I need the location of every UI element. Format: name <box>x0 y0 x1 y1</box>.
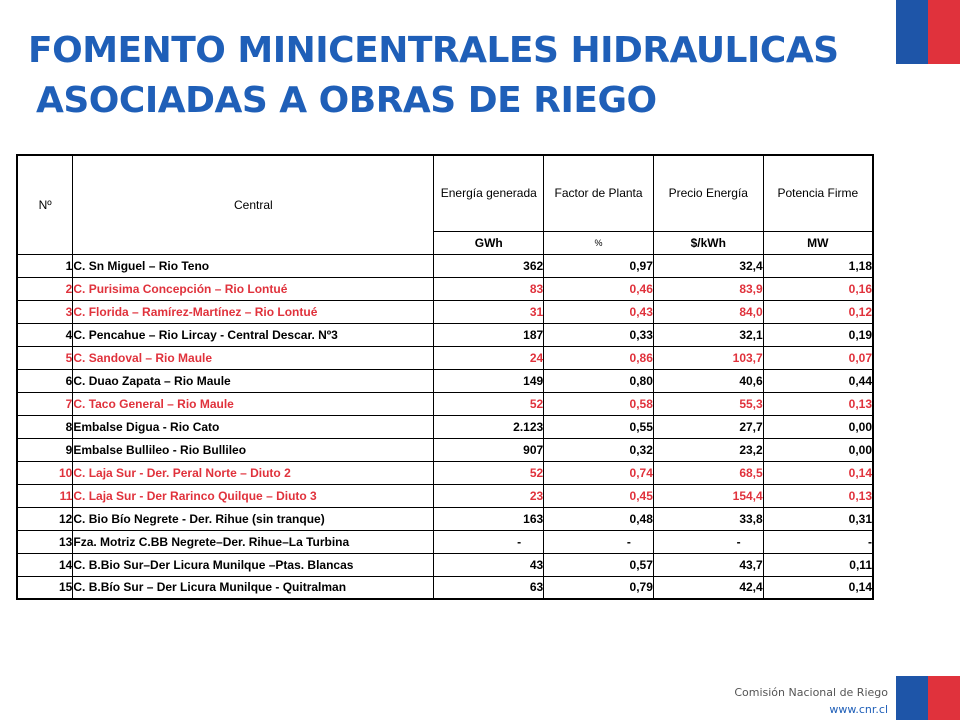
row-power: 0,14 <box>763 576 873 599</box>
row-num: 1 <box>17 254 73 277</box>
table-row <box>17 369 873 392</box>
row-price: - <box>653 530 763 553</box>
row-central: C. B.Bio Sur–Der Licura Munilque –Ptas. Blancas <box>73 553 434 576</box>
minicentrales-table <box>16 154 874 600</box>
row-price: 23,2 <box>653 438 763 461</box>
row-factor: 0,48 <box>544 507 654 530</box>
row-factor: 0,43 <box>544 300 654 323</box>
row-price: 83,9 <box>653 277 763 300</box>
row-power: - <box>763 530 873 553</box>
row-num: 10 <box>17 461 73 484</box>
row-power: 0,11 <box>763 553 873 576</box>
row-num: 14 <box>17 553 73 576</box>
row-central: C. Pencahue – Rio Lircay - Central Descar. Nº3 <box>73 323 434 346</box>
row-energy: 187 <box>434 323 544 346</box>
row-power: 0,13 <box>763 484 873 507</box>
row-factor: - <box>544 530 654 553</box>
header-central: Central <box>73 155 434 254</box>
row-power: 0,00 <box>763 438 873 461</box>
footer-organization: Comisión Nacional de Riego <box>734 686 888 699</box>
row-energy: 362 <box>434 254 544 277</box>
row-price: 40,6 <box>653 369 763 392</box>
row-energy: 83 <box>434 277 544 300</box>
flag-blue-band <box>896 0 928 64</box>
row-energy: 24 <box>434 346 544 369</box>
row-price: 27,7 <box>653 415 763 438</box>
row-num: 7 <box>17 392 73 415</box>
row-num: 13 <box>17 530 73 553</box>
row-central: C. Sandoval – Rio Maule <box>73 346 434 369</box>
header-factor: Factor de Planta <box>544 155 654 231</box>
table-row <box>17 346 873 369</box>
row-energy: 907 <box>434 438 544 461</box>
header-num: Nº <box>17 155 73 254</box>
row-power: 0,16 <box>763 277 873 300</box>
row-energy: 63 <box>434 576 544 599</box>
row-central: C. Laja Sur - Der. Peral Norte – Diuto 2 <box>73 461 434 484</box>
row-power: 0,00 <box>763 415 873 438</box>
row-central: C. Laja Sur - Der Rarinco Quilque – Diuto 3 <box>73 484 434 507</box>
row-energy: 2.123 <box>434 415 544 438</box>
row-num: 11 <box>17 484 73 507</box>
row-energy: 52 <box>434 461 544 484</box>
row-energy: 43 <box>434 553 544 576</box>
row-price: 103,7 <box>653 346 763 369</box>
row-central: C. B.Bío Sur – Der Licura Munilque - Quitralman <box>73 576 434 599</box>
table-row <box>17 530 873 553</box>
row-num: 3 <box>17 300 73 323</box>
row-price: 55,3 <box>653 392 763 415</box>
row-central: Fza. Motriz C.BB Negrete–Der. Rihue–La Turbina <box>73 530 434 553</box>
row-factor: 0,33 <box>544 323 654 346</box>
row-num: 8 <box>17 415 73 438</box>
row-price: 32,1 <box>653 323 763 346</box>
flag-red-band <box>928 0 960 64</box>
row-factor: 0,58 <box>544 392 654 415</box>
row-num: 5 <box>17 346 73 369</box>
table-row <box>17 461 873 484</box>
row-factor: 0,79 <box>544 576 654 599</box>
row-central: C. Sn Miguel – Rio Teno <box>73 254 434 277</box>
row-energy: - <box>434 530 544 553</box>
row-central: C. Florida – Ramírez-Martínez – Rio Lontué <box>73 300 434 323</box>
row-energy: 31 <box>434 300 544 323</box>
table-row <box>17 576 873 599</box>
row-central: C. Purisima Concepción – Rio Lontué <box>73 277 434 300</box>
table-row <box>17 254 873 277</box>
row-energy: 23 <box>434 484 544 507</box>
table-row <box>17 553 873 576</box>
row-factor: 0,80 <box>544 369 654 392</box>
row-num: 12 <box>17 507 73 530</box>
row-price: 32,4 <box>653 254 763 277</box>
table-header-row <box>17 155 873 231</box>
unit-factor: % <box>544 231 654 254</box>
row-power: 0,13 <box>763 392 873 415</box>
header-power: Potencia Firme <box>763 155 873 231</box>
table-row <box>17 277 873 300</box>
header-price: Precio Energía <box>653 155 763 231</box>
title-line-2: ASOCIADAS A OBRAS DE RIEGO <box>36 80 657 121</box>
title-line-1: FOMENTO MINICENTRALES HIDRAULICAS <box>28 30 839 71</box>
row-factor: 0,74 <box>544 461 654 484</box>
row-central: Embalse Digua - Rio Cato <box>73 415 434 438</box>
flag-blue-band <box>896 676 928 720</box>
footer <box>734 684 888 718</box>
table-row <box>17 392 873 415</box>
flag-decoration-bottom <box>896 676 960 720</box>
row-central: C. Taco General – Rio Maule <box>73 392 434 415</box>
unit-price: $/kWh <box>653 231 763 254</box>
row-price: 42,4 <box>653 576 763 599</box>
table-row <box>17 438 873 461</box>
row-factor: 0,46 <box>544 277 654 300</box>
table-row <box>17 323 873 346</box>
flag-decoration-top <box>896 0 960 64</box>
row-power: 0,14 <box>763 461 873 484</box>
row-power: 0,31 <box>763 507 873 530</box>
row-factor: 0,45 <box>544 484 654 507</box>
row-energy: 163 <box>434 507 544 530</box>
row-price: 68,5 <box>653 461 763 484</box>
table-body <box>17 254 873 599</box>
row-power: 0,44 <box>763 369 873 392</box>
header-energy: Energía generada <box>434 155 544 231</box>
row-power: 0,07 <box>763 346 873 369</box>
flag-red-band <box>928 676 960 720</box>
row-num: 15 <box>17 576 73 599</box>
unit-energy: GWh <box>434 231 544 254</box>
row-num: 2 <box>17 277 73 300</box>
row-central: C. Bio Bío Negrete - Der. Rihue (sin tranque) <box>73 507 434 530</box>
row-central: Embalse Bullileo - Rio Bullileo <box>73 438 434 461</box>
row-num: 6 <box>17 369 73 392</box>
row-central: C. Duao Zapata – Rio Maule <box>73 369 434 392</box>
row-factor: 0,57 <box>544 553 654 576</box>
table-row <box>17 507 873 530</box>
row-factor: 0,55 <box>544 415 654 438</box>
row-price: 43,7 <box>653 553 763 576</box>
row-price: 154,4 <box>653 484 763 507</box>
row-price: 33,8 <box>653 507 763 530</box>
unit-power: MW <box>763 231 873 254</box>
row-energy: 149 <box>434 369 544 392</box>
row-price: 84,0 <box>653 300 763 323</box>
row-power: 1,18 <box>763 254 873 277</box>
row-energy: 52 <box>434 392 544 415</box>
row-power: 0,12 <box>763 300 873 323</box>
row-num: 9 <box>17 438 73 461</box>
table-row <box>17 300 873 323</box>
row-factor: 0,97 <box>544 254 654 277</box>
row-num: 4 <box>17 323 73 346</box>
row-power: 0,19 <box>763 323 873 346</box>
table-row <box>17 484 873 507</box>
page-title <box>28 26 839 126</box>
row-factor: 0,32 <box>544 438 654 461</box>
footer-url[interactable]: www.cnr.cl <box>829 703 888 716</box>
table-row <box>17 415 873 438</box>
row-factor: 0,86 <box>544 346 654 369</box>
